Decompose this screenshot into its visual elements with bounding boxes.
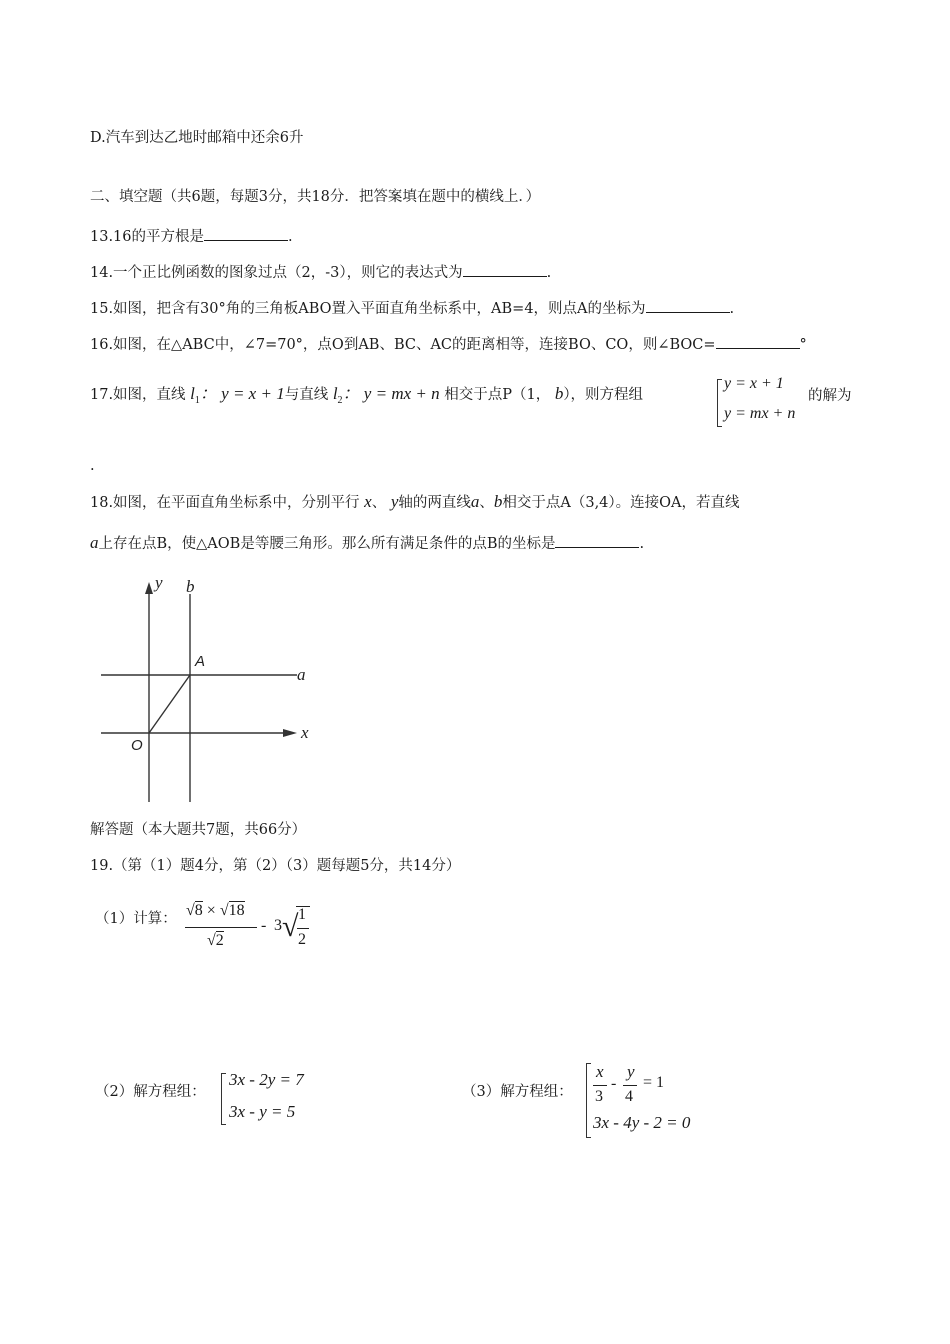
answer-blank xyxy=(463,261,547,277)
q19-part-2-label: （2）解方程组： xyxy=(95,1084,206,1100)
answer-blank xyxy=(555,532,639,548)
question-17-end: . xyxy=(90,458,95,474)
equation-system-brace xyxy=(586,1063,591,1138)
question-14 xyxy=(90,261,551,283)
question-17-text: ），则方程组 xyxy=(563,387,644,403)
system-equation-2: y = mx + n xyxy=(724,405,796,422)
minus-sign: - xyxy=(611,1075,617,1092)
x-axis-label: x xyxy=(301,723,309,742)
question-18-text: 相交于点A（3,4）。连接OA，若直线 xyxy=(502,495,740,511)
fraction-numerator: y xyxy=(627,1062,635,1081)
fraction-numerator: x xyxy=(596,1062,604,1081)
fraction-denominator: 2 xyxy=(298,931,306,948)
question-18-end: . xyxy=(639,536,645,552)
fraction-bar xyxy=(297,928,309,929)
l1-subscript: 1 xyxy=(194,395,200,406)
question-13 xyxy=(90,225,293,247)
fraction-denominator: 4 xyxy=(625,1088,633,1105)
question-18-text: 18.如图，在平面直角坐标系中，分别平行 xyxy=(90,495,360,511)
variable-a: a xyxy=(470,492,480,511)
radicand: 8 xyxy=(194,902,203,919)
equation-system-brace xyxy=(717,379,722,427)
p1-denominator xyxy=(207,932,224,950)
question-18-text: 轴的两直线 xyxy=(398,495,471,511)
question-17-text: 与直线 xyxy=(284,387,329,403)
fraction-bar xyxy=(623,1085,637,1086)
question-15-text: 15.如图，把含有30°角的三角板ABO置入平面直角坐标系中，AB=4，则点A的坐标为 xyxy=(90,301,646,317)
system-equation-1: y = x + 1 xyxy=(724,375,784,392)
fraction-numerator: 1 xyxy=(298,906,306,923)
section-3-header: 解答题（本大题共7题，共66分） xyxy=(90,822,307,838)
line-l1 xyxy=(190,384,200,406)
question-16-end: ° xyxy=(799,337,807,353)
question-18-line-2 xyxy=(90,532,644,554)
variable-a: a xyxy=(90,533,99,552)
coefficient: 3 xyxy=(274,917,282,934)
l1-equation: ： y = x + 1 xyxy=(199,384,285,403)
question-14-end: . xyxy=(546,265,552,281)
line-l2 xyxy=(332,384,343,406)
system-equation-1: 3x - 2y = 7 xyxy=(229,1070,304,1089)
question-17 xyxy=(90,384,643,411)
question-16 xyxy=(90,333,807,355)
answer-blank xyxy=(204,225,288,241)
q19-part-1-label: （1）计算： xyxy=(95,911,177,927)
l2-symbol: l xyxy=(332,384,338,403)
b-label: b xyxy=(186,577,195,596)
l2-equation: ： y = mx + n xyxy=(342,384,440,403)
fraction-bar xyxy=(593,1085,607,1086)
x-axis-arrow xyxy=(283,729,297,737)
question-15 xyxy=(90,297,734,319)
equation-system-brace xyxy=(221,1073,226,1125)
separator: 、 xyxy=(479,495,494,511)
question-13-text: 13.16的平方根是 xyxy=(90,229,205,245)
variable-x: x xyxy=(364,492,372,511)
section-2-header: 二、填空题（共6题，每题3分，共18分．把答案填在题中的横线上．） xyxy=(90,189,541,205)
variable-b: b xyxy=(554,384,564,403)
coordinate-figure xyxy=(95,570,325,810)
system-equation-2: 3x - 4y - 2 = 0 xyxy=(593,1113,691,1132)
equation-rhs: = 1 xyxy=(643,1074,665,1091)
question-18-line-1 xyxy=(90,492,740,513)
sqrt-icon: √ xyxy=(282,910,299,943)
segment-oa xyxy=(149,675,190,733)
p1-numerator xyxy=(186,902,245,920)
sqrt-icon: √ xyxy=(219,902,229,919)
variable-b: b xyxy=(493,492,503,511)
question-17-text: 17.如图，直线 xyxy=(90,387,186,403)
l1-symbol: l xyxy=(190,384,195,403)
question-15-end: . xyxy=(729,301,735,317)
times-sign: × xyxy=(206,902,216,919)
question-19-header: 19.（第（1）题4分，第（2）（3）题每题5分，共14分） xyxy=(90,858,461,874)
question-14-text: 14.一个正比例函数的图象过点（2，-3），则它的表达式为 xyxy=(90,265,463,281)
q12-option-d: D.汽车到达乙地时邮箱中还余6升 xyxy=(90,130,304,146)
variable-y: y xyxy=(390,492,399,511)
fraction-bar xyxy=(185,927,257,928)
origin-label: O xyxy=(131,737,143,754)
y-axis-label: y xyxy=(155,573,163,592)
radicand: 18 xyxy=(228,902,245,919)
question-13-end: . xyxy=(288,229,293,245)
l2-subscript: 2 xyxy=(337,395,343,406)
y-axis-arrow xyxy=(145,582,153,594)
radicand: 2 xyxy=(215,932,224,949)
a-label: a xyxy=(297,665,306,684)
answer-blank xyxy=(716,333,800,349)
sqrt-icon: √ xyxy=(186,902,195,919)
system-equation-2: 3x - y = 5 xyxy=(229,1102,296,1121)
answer-blank xyxy=(646,297,730,313)
fraction-denominator: 3 xyxy=(595,1088,603,1105)
minus-sign: - xyxy=(261,917,267,934)
question-18-text: 上存在点B，使△AOB是等腰三角形。那么所有满足条件的点B的坐标是 xyxy=(98,536,556,552)
q19-part-3-label: （3）解方程组： xyxy=(462,1084,573,1100)
sqrt-icon: √ xyxy=(207,932,216,949)
question-16-text: 16.如图，在△ABC中，∠7=70°，点O到AB、BC、AC的距离相等，连接BO、CO，则∠BOC= xyxy=(90,337,716,353)
point-a-label: A xyxy=(195,653,206,670)
question-17-text: 相交于点P（1， xyxy=(444,387,551,403)
question-17-text: 的解为 xyxy=(808,388,852,404)
separator: 、 xyxy=(371,495,387,511)
